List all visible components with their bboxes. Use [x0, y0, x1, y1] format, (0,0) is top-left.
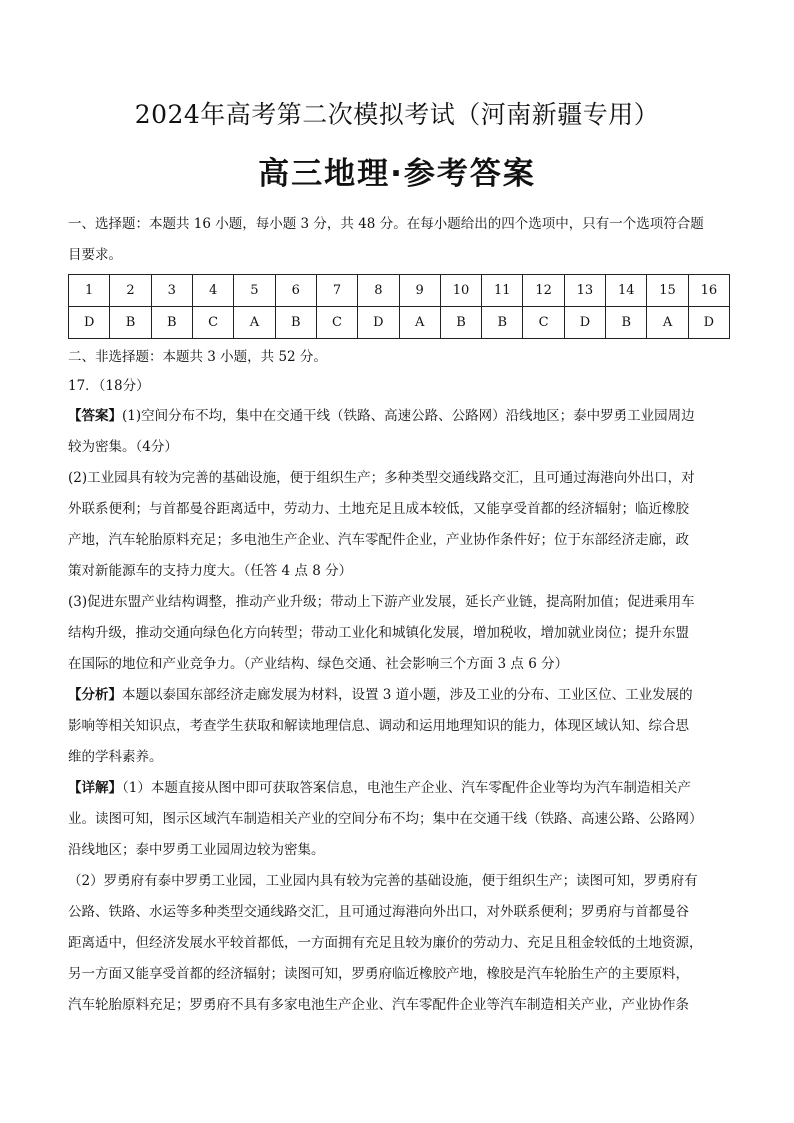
question17-heading: 17．（18分） [68, 378, 150, 394]
answer-paragraph-line [68, 401, 730, 432]
question-number-cell: 9 [399, 275, 440, 307]
question-number-cell: 13 [564, 275, 605, 307]
document-body [68, 209, 730, 1021]
answer-cell: A [647, 307, 688, 339]
answer-cell: D [69, 307, 110, 339]
analysis-paragraph-line [68, 680, 730, 711]
detail-paragraph-line: 汽车轮胎原料充足；罗勇府不具有多家电池生产企业、汽车零配件企业等汽车制造相关产业，产业协作条 [68, 997, 689, 1013]
answer-cell: B [440, 307, 481, 339]
question-number-cell: 6 [275, 275, 316, 307]
detail-paragraph-line: 业。读图可知，图示区域汽车制造相关产业的空间分布不均；集中在交通干线（铁路、高速公路、公路网） [68, 811, 703, 827]
question-number-row [69, 275, 730, 307]
detail-paragraph-line: 另一方面又能享受首都的经济辐射；读图可知，罗勇府临近橡胶产地，橡胶是汽车轮胎生产的主要原料， [68, 966, 689, 982]
answer-cell: B [110, 307, 151, 339]
detail-text: （1）本题直接从图中即可获取答案信息，电池生产企业、汽车零配件企业等均为汽车制造相关产 [122, 780, 691, 796]
exam-title: 2024年高考第二次模拟考试（河南新疆专用） [134, 100, 660, 129]
answer-cell: A [234, 307, 275, 339]
answer-cell: D [564, 307, 605, 339]
answer-paragraph-line: 在国际的地位和产业竞争力。（产业结构、绿色交通、社会影响三个方面 3 点 6 分） [68, 656, 569, 672]
answer-paragraph-line: 策对新能源车的支持力度大。（任答 4 点 8 分） [68, 563, 353, 579]
answer-paragraph-line: 外联系便利；与首都曼谷距离适中，劳动力、土地充足且成本较低，又能享受首都的经济辐射；临近橡胶 [68, 501, 689, 517]
question-number-cell: 1 [69, 275, 110, 307]
answer-cell: B [151, 307, 192, 339]
question-number-cell: 2 [110, 275, 151, 307]
question-number-cell: 11 [482, 275, 523, 307]
question-number-cell: 3 [151, 275, 192, 307]
analysis-text: 本题以泰国东部经济走廊发展为材料，设置 3 道小题，涉及工业的分布、工业区位、工业发展的 [122, 687, 693, 703]
question-number-cell: 12 [523, 275, 564, 307]
question-number-cell: 7 [316, 275, 357, 307]
detail-paragraph-line [68, 773, 730, 804]
section2-intro: 二、非选择题：本题共 3 小题，共 52 分。 [68, 349, 327, 365]
answer-table [68, 274, 730, 339]
detail-tag: 【详解】 [68, 780, 122, 796]
answer-paragraph-line: 产地，汽车轮胎原料充足；多电池生产企业、汽车零配件企业，产业协作条件好；位于东部经济走廊，政 [68, 532, 689, 548]
answer-cell: D [358, 307, 399, 339]
answer-cell: A [399, 307, 440, 339]
detail-paragraph-line: 距离适中，但经济发展水平较首都低，一方面拥有充足且较为廉价的劳动力、充足且租金较低的土地资源， [68, 935, 703, 951]
question-number-cell: 15 [647, 275, 688, 307]
answer-cell: B [606, 307, 647, 339]
question-number-cell: 5 [234, 275, 275, 307]
answer-cell: B [482, 307, 523, 339]
answer-paragraph-line: 较为密集。（4分） [68, 439, 178, 455]
section1-intro-line2: 目要求。 [68, 247, 122, 263]
answer-tag: 【答案】 [68, 408, 122, 424]
answer-cell: C [192, 307, 233, 339]
answer-cell: B [275, 307, 316, 339]
answer-text: (1)空间分布不均，集中在交通干线（铁路、高速公路、公路网）沿线地区；泰中罗勇工业园周边 [122, 408, 695, 424]
answer-paragraph-line: 结构升级，推动交通向绿色化方向转型；带动工业化和城镇化发展，增加税收，增加就业岗位；提升东盟 [68, 625, 689, 641]
answer-cell: C [316, 307, 357, 339]
analysis-tag: 【分析】 [68, 687, 122, 703]
analysis-paragraph-line: 维的学科素养。 [68, 749, 163, 765]
detail-paragraph-line: （2）罗勇府有泰中罗勇工业园，工业园内具有较为完善的基础设施，便于组织生产；读图可知，罗勇府有 [68, 873, 698, 889]
question-number-cell: 4 [192, 275, 233, 307]
answer-cell: D [688, 307, 729, 339]
section1-intro-line1: 一、选择题：本题共 16 小题，每小题 3 分，共 48 分。在每小题给出的四个选项中，只有一个选项符合题 [68, 216, 704, 232]
answer-paragraph-line: (2)工业园具有较为完善的基础设施，便于组织生产；多种类型交通线路交汇，且可通过海港向外出口，对 [68, 470, 695, 486]
answer-row [69, 307, 730, 339]
detail-paragraph-line: 公路、铁路、水运等多种类型交通线路交汇，且可通过海港向外出口，对外联系便利；罗勇府与首都曼谷 [68, 904, 689, 920]
detail-paragraph-line: 沿线地区；泰中罗勇工业园周边较为密集。 [68, 842, 325, 858]
answer-paragraph-line: (3)促进东盟产业结构调整，推动产业升级；带动上下游产业发展，延长产业链，提高附加值；促进乘用车 [68, 594, 695, 610]
question-number-cell: 16 [688, 275, 729, 307]
answer-cell: C [523, 307, 564, 339]
question-number-cell: 8 [358, 275, 399, 307]
question-number-cell: 14 [606, 275, 647, 307]
answer-key-title: 高三地理·参考答案 [258, 156, 536, 192]
analysis-paragraph-line: 影响等相关知识点，考查学生获取和解读地理信息、调动和运用地理知识的能力，体现区域认知、综合思 [68, 718, 689, 734]
question-number-cell: 10 [440, 275, 481, 307]
